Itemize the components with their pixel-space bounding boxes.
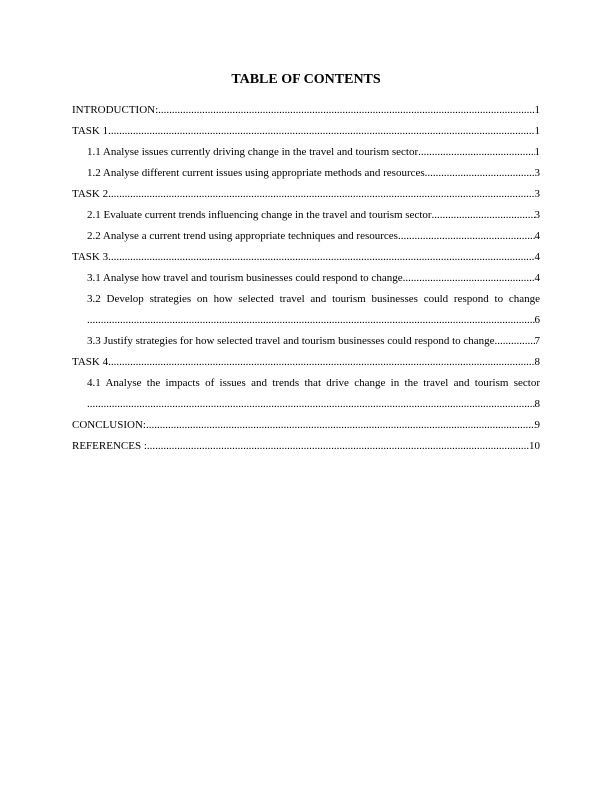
dot-leader bbox=[147, 436, 529, 457]
dot-leader bbox=[398, 226, 535, 247]
toc-entry-introduction[interactable] bbox=[72, 100, 540, 121]
toc-entry-task-3[interactable] bbox=[72, 247, 540, 268]
toc-entry-label: 4.1 Analyse the impacts of issues and trends that drive change in the travel and tourism sector bbox=[87, 377, 540, 389]
dot-leader bbox=[108, 352, 534, 373]
toc-entry-label: 1.1 Analyse issues currently driving change in the travel and tourism sector bbox=[87, 146, 419, 158]
toc-page-number: 1 bbox=[534, 125, 540, 137]
toc-page-number: 10 bbox=[529, 440, 540, 452]
toc-page-number: 7 bbox=[534, 335, 540, 347]
toc-page-number: 4 bbox=[534, 272, 540, 284]
toc-entry-label: INTRODUCTION: bbox=[72, 104, 159, 116]
dot-leader bbox=[87, 310, 535, 331]
toc-entry-task-4[interactable] bbox=[72, 352, 540, 373]
toc-entry-task-1[interactable] bbox=[72, 121, 540, 142]
toc-entry-1-2[interactable] bbox=[87, 163, 540, 184]
dot-leader bbox=[108, 184, 534, 205]
toc-entry-label: 1.2 Analyse different current issues using appropriate methods and resources bbox=[87, 167, 425, 179]
toc-entry-3-1[interactable] bbox=[87, 268, 540, 289]
toc-entry-label: TASK 2 bbox=[72, 188, 109, 200]
toc-entry-3-3[interactable] bbox=[87, 331, 540, 352]
toc-entry-3-2[interactable] bbox=[87, 289, 540, 331]
toc-page-number: 1 bbox=[534, 104, 540, 116]
toc-entry-label: 3.1 Analyse how travel and tourism businesses could respond to change bbox=[87, 272, 403, 284]
toc-entry-2-1[interactable] bbox=[87, 205, 540, 226]
toc-list bbox=[72, 100, 540, 457]
toc-page-number: 3 bbox=[534, 188, 540, 200]
toc-entry-label: CONCLUSION: bbox=[72, 419, 146, 431]
toc-page-number: 6 bbox=[534, 314, 540, 326]
toc-entry-task-2[interactable] bbox=[72, 184, 540, 205]
toc-entry-label: REFERENCES : bbox=[72, 440, 147, 452]
toc-page-number: 3 bbox=[534, 167, 540, 179]
dot-leader bbox=[425, 163, 535, 184]
toc-page-number: 1 bbox=[534, 146, 540, 158]
dot-leader bbox=[146, 415, 535, 436]
toc-entry-label: 2.1 Evaluate current trends influencing change in the travel and tourism sector bbox=[87, 209, 432, 221]
toc-page-number: 8 bbox=[534, 398, 540, 410]
toc-entry-label: TASK 1 bbox=[72, 125, 109, 137]
toc-page-number: 3 bbox=[534, 209, 540, 221]
dot-leader bbox=[403, 268, 535, 289]
dot-leader bbox=[158, 100, 534, 121]
toc-entry-references[interactable] bbox=[72, 436, 540, 457]
toc-page-number: 9 bbox=[534, 419, 540, 431]
toc-entry-label: 2.2 Analyse a current trend using appropriate techniques and resources bbox=[87, 230, 398, 242]
toc-page-number: 4 bbox=[534, 230, 540, 242]
toc-title: TABLE OF CONTENTS bbox=[231, 72, 381, 87]
toc-entry-1-1[interactable] bbox=[87, 142, 540, 163]
toc-entry-4-1[interactable] bbox=[87, 373, 540, 415]
dot-leader bbox=[87, 394, 535, 415]
dot-leader bbox=[432, 205, 535, 226]
toc-entry-label: TASK 3 bbox=[72, 251, 109, 263]
toc-entry-label: 3.2 Develop strategies on how selected travel and tourism businesses could respond to change bbox=[87, 293, 540, 305]
toc-entry-label: TASK 4 bbox=[72, 356, 109, 368]
dot-leader bbox=[108, 121, 534, 142]
toc-entry-conclusion[interactable] bbox=[72, 415, 540, 436]
toc-page-number: 4 bbox=[534, 251, 540, 263]
toc-entry-2-2[interactable] bbox=[87, 226, 540, 247]
dot-leader bbox=[418, 142, 534, 163]
toc-entry-label: 3.3 Justify strategies for how selected travel and tourism businesses could respond to change. bbox=[87, 335, 498, 347]
dot-leader bbox=[497, 331, 534, 352]
dot-leader bbox=[108, 247, 534, 268]
toc-page-number: 8 bbox=[534, 356, 540, 368]
